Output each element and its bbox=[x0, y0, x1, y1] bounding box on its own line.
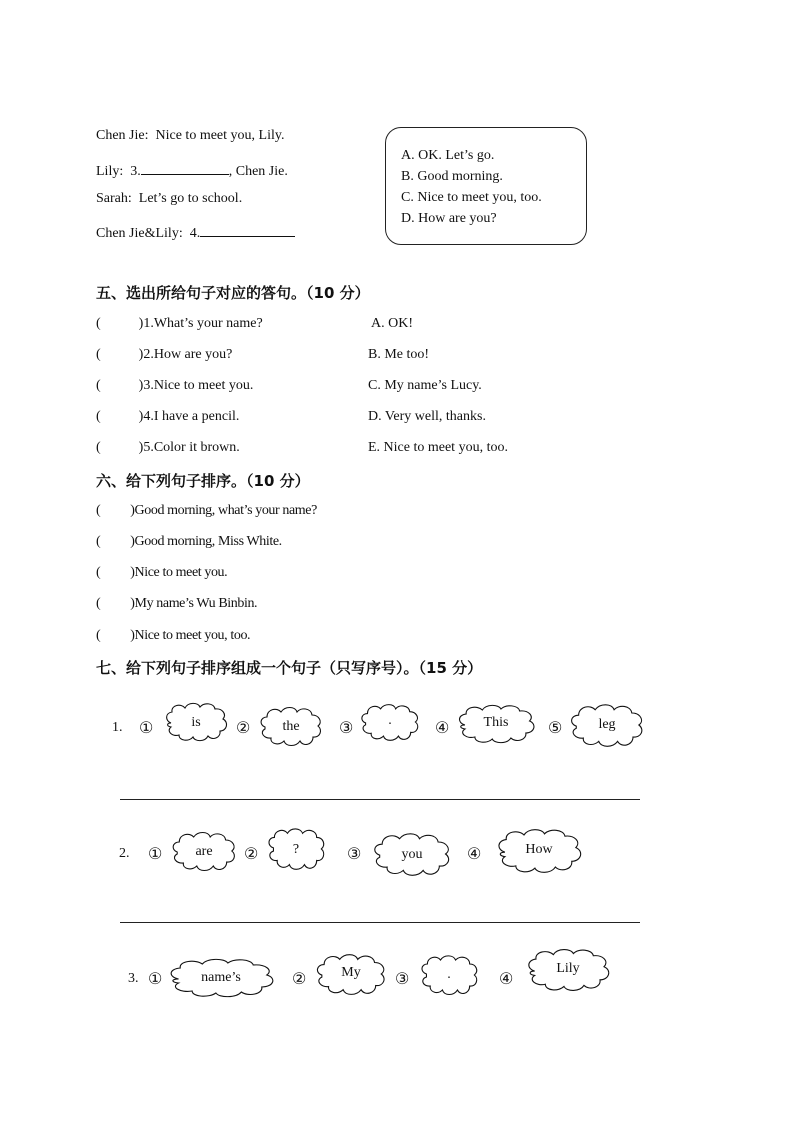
word-cloud bbox=[371, 830, 453, 878]
answer-paren[interactable]: ( bbox=[96, 347, 101, 362]
word-text: This bbox=[483, 715, 509, 730]
dialogue-line-1 bbox=[96, 128, 284, 144]
answer-paren[interactable]: ( bbox=[96, 596, 101, 611]
answer-paren[interactable]: ( bbox=[96, 503, 101, 518]
dialogue-text: Let’s go to school. bbox=[138, 191, 243, 206]
question-text: )4.I have a pencil. bbox=[138, 409, 240, 424]
answer-paren[interactable]: ( bbox=[96, 378, 101, 393]
marker: ① bbox=[148, 971, 163, 988]
word-cloud bbox=[265, 827, 327, 873]
word-cloud bbox=[359, 700, 421, 744]
marker: ⑤ bbox=[548, 720, 563, 737]
speaker: Chen Jie&Lily: bbox=[96, 226, 183, 241]
section6-title: 六、给下列句子排序。（10 分） bbox=[96, 472, 310, 490]
word-text: Lily bbox=[556, 961, 580, 976]
answer-paren[interactable]: ( bbox=[96, 316, 101, 331]
s6-item-1 bbox=[96, 503, 317, 519]
word-cloud bbox=[494, 827, 584, 875]
word-cloud bbox=[170, 829, 238, 873]
blank-number: 4. bbox=[189, 226, 201, 241]
answer-paren[interactable]: ( bbox=[96, 565, 101, 580]
marker: ③ bbox=[395, 971, 410, 988]
section5-title: 五、选出所给句子对应的答句。（10 分） bbox=[96, 284, 370, 302]
s5-answer-a: A. OK! bbox=[371, 316, 413, 331]
marker: ③ bbox=[339, 720, 354, 737]
s5-question-1 bbox=[96, 316, 263, 332]
marker: ④ bbox=[435, 720, 450, 737]
word-text: name’s bbox=[201, 970, 241, 985]
speaker: Chen Jie: bbox=[96, 128, 149, 143]
item-text: )Nice to meet you. bbox=[130, 565, 228, 580]
word-cloud bbox=[568, 701, 646, 749]
marker: ④ bbox=[467, 846, 482, 863]
speaker: Lily: bbox=[96, 164, 124, 179]
row-label: 3. bbox=[128, 971, 139, 986]
s5-question-3 bbox=[96, 378, 253, 394]
option-a: A. OK. Let’s go. bbox=[401, 148, 495, 163]
word-text: leg bbox=[598, 717, 616, 732]
item-text: )Good morning, Miss White. bbox=[130, 534, 282, 549]
speaker: Sarah: bbox=[96, 191, 132, 206]
answer-line-2[interactable] bbox=[120, 922, 640, 923]
answer-paren[interactable]: ( bbox=[96, 628, 101, 643]
answer-paren[interactable]: ( bbox=[96, 534, 101, 549]
answer-blank-3[interactable] bbox=[141, 160, 229, 175]
item-text: )Good morning, what’s your name? bbox=[130, 503, 317, 518]
option-d: D. How are you? bbox=[401, 211, 497, 226]
word-text: is bbox=[191, 715, 201, 730]
marker: ③ bbox=[347, 846, 362, 863]
s5-question-2 bbox=[96, 347, 232, 363]
word-cloud bbox=[165, 957, 277, 999]
dialogue-text: Nice to meet you, Lily. bbox=[155, 128, 285, 143]
option-b: B. Good morning. bbox=[401, 169, 503, 184]
row-label: 1. bbox=[112, 720, 123, 735]
marker: ② bbox=[236, 720, 251, 737]
answer-blank-4[interactable] bbox=[200, 222, 295, 237]
marker: ① bbox=[148, 846, 163, 863]
answer-paren[interactable]: ( bbox=[96, 440, 101, 455]
question-text: )3.Nice to meet you. bbox=[138, 378, 254, 393]
question-text: )2.How are you? bbox=[138, 347, 233, 362]
word-cloud bbox=[258, 704, 324, 748]
marker: ④ bbox=[499, 971, 514, 988]
dialogue-text: , Chen Jie. bbox=[228, 164, 288, 179]
question-text: )5.Color it brown. bbox=[138, 440, 240, 455]
s5-question-5 bbox=[96, 440, 240, 456]
s6-item-5 bbox=[96, 628, 250, 644]
row-label: 2. bbox=[119, 846, 130, 861]
blank-number: 3. bbox=[130, 164, 141, 179]
word-cloud bbox=[314, 951, 388, 997]
marker: ② bbox=[292, 971, 307, 988]
s5-answer-e: E. Nice to meet you, too. bbox=[368, 440, 508, 455]
answer-paren[interactable]: ( bbox=[96, 409, 101, 424]
options-box bbox=[385, 127, 587, 245]
word-cloud bbox=[455, 703, 537, 745]
word-cloud bbox=[418, 954, 480, 998]
s6-item-4 bbox=[96, 596, 257, 612]
dialogue-line-4 bbox=[96, 222, 295, 242]
s5-answer-c: C. My name’s Lucy. bbox=[368, 378, 482, 393]
word-cloud bbox=[163, 701, 229, 743]
s5-question-4 bbox=[96, 409, 239, 425]
s5-answer-d: D. Very well, thanks. bbox=[368, 409, 486, 424]
word-text: My bbox=[341, 965, 361, 980]
section7-title: 七、给下列句子排序组成一个句子（只写序号）。（15 分） bbox=[96, 659, 483, 677]
word-text: . bbox=[388, 713, 392, 728]
question-text: )1.What’s your name? bbox=[138, 316, 263, 331]
dialogue-line-2 bbox=[96, 160, 288, 180]
s6-item-3 bbox=[96, 565, 227, 581]
option-c: C. Nice to meet you, too. bbox=[401, 190, 542, 205]
item-text: )Nice to meet you, too. bbox=[130, 628, 251, 643]
dialogue-line-3 bbox=[96, 191, 242, 207]
marker: ② bbox=[244, 846, 259, 863]
word-text: you bbox=[401, 847, 423, 862]
word-text: the bbox=[282, 719, 300, 734]
word-text: ? bbox=[292, 842, 300, 857]
item-text: )My name’s Wu Binbin. bbox=[130, 596, 258, 611]
word-cloud bbox=[524, 947, 612, 993]
word-text: How bbox=[525, 842, 553, 857]
s6-item-2 bbox=[96, 534, 282, 550]
answer-line-1[interactable] bbox=[120, 799, 640, 800]
s5-answer-b: B. Me too! bbox=[368, 347, 430, 362]
word-text: . bbox=[447, 967, 451, 982]
word-text: are bbox=[195, 844, 213, 859]
marker: ① bbox=[139, 720, 154, 737]
